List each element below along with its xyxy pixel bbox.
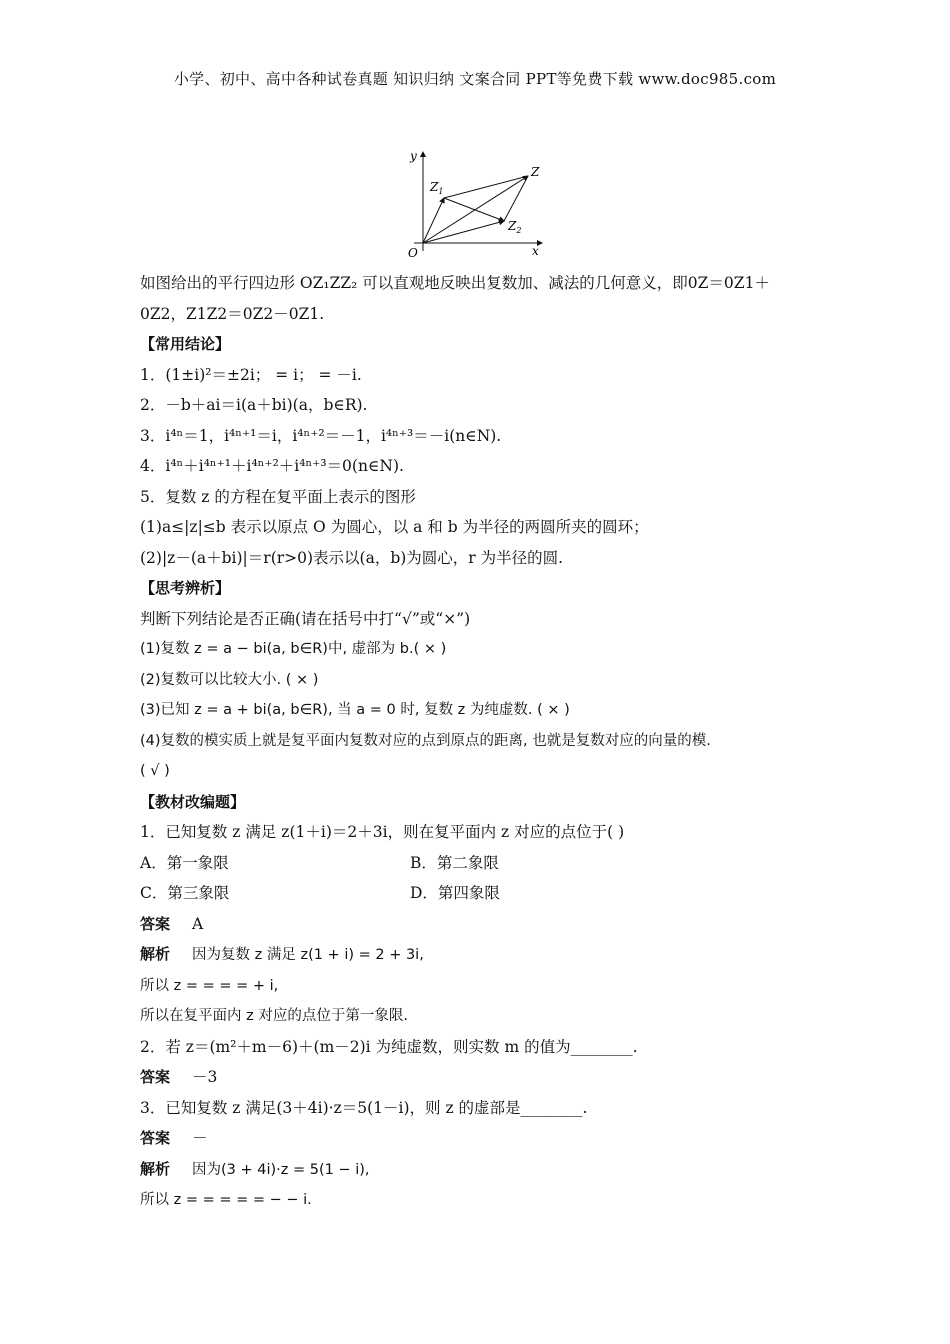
z-label: Z [531,165,540,179]
x-label: x [532,244,539,258]
side-z1z [444,176,528,198]
intro-line-2: 0Z2，Z1Z2＝0Z2－0Z1. [140,304,325,323]
section-title-conclusions: 【常用结论】 [140,335,231,353]
parallelogram-figure [400,146,550,262]
question-2-stem: 2．若 z＝(m²＋m－6)＋(m－2)i 为纯虚数，则实数 m 的值为________. [140,1037,638,1056]
conclusion-item: (2)|z－(a＋bi)|＝r(r>0)表示以(a，b)为圆心，r 为半径的圆. [140,548,564,567]
question-3-analysis-line-2: 所以 z = = = = = − − i. [140,1192,312,1208]
answer-label: 答案 [140,914,171,933]
option-c: C．第三象限 [140,884,230,902]
question-1-options-row-2 [140,878,820,909]
y-label: y [410,149,417,163]
main-content [140,268,820,1216]
analysis-text: 因为(3 + 4i)·z = 5(1 − i), [192,1161,370,1178]
question-1-analysis [140,939,820,971]
thinking-item: (3)已知 z = a + bi(a, b∈R), 当 a = 0 时, 复数 z 为纯虚数. ( × ) [140,702,570,718]
analysis-label: 解析 [140,1159,171,1178]
option-d: D．第四象限 [410,884,500,902]
thinking-item: (1)复数 z = a − bi(a, b∈R)中, 虚部为 b.( × ) [140,641,447,657]
intro-line-1: 如图给出的平行四边形 OZ₁ZZ₂ 可以直观地反映出复数加、减法的几何意义，即0Z＝0Z1＋ [140,274,770,292]
option-b: B．第二象限 [410,853,499,872]
answer-value: － [192,1129,208,1147]
question-3-stem: 3．已知复数 z 满足(3＋4i)·z＝5(1－i)，则 z 的虚部是________. [140,1098,588,1117]
origin-label: O [408,246,418,260]
analysis-text: 因为复数 z 满足 z(1 + i) = 2 + 3i, [192,947,424,963]
thinking-intro: 判断下列结论是否正确(请在括号中打“√”或“×”) [140,609,471,628]
option-a: A．第一象限 [140,853,229,872]
page-header: 小学、初中、高中各种试卷真题 知识归纳 文案合同 PPT等免费下载 www.doc985.com [173,70,777,88]
answer-label: 答案 [140,1068,171,1086]
side-z2z [504,176,528,221]
answer-value: A [192,914,204,933]
question-1-answer [140,909,820,940]
conclusion-item: 4．i⁴ⁿ＋i⁴ⁿ⁺¹＋i⁴ⁿ⁺²＋i⁴ⁿ⁺³＝0(n∈N). [140,457,404,475]
section-title-thinking: 【思考辨析】 [140,579,231,597]
analysis-label: 解析 [140,945,171,963]
question-1-options-row-1 [140,848,820,879]
thinking-item: (4)复数的模实质上就是复平面内复数对应的点到原点的距离, 也就是复数对应的向量的模. [140,732,711,749]
question-2-answer [140,1062,820,1093]
vector-oz2 [423,221,504,243]
answer-value: －3 [192,1068,218,1086]
z2-label: $Z_2$ [508,219,522,235]
question-1-stem: 1．已知复数 z 满足 z(1＋i)＝2＋3i，则在复平面内 z 对应的点位于( ) [140,823,625,841]
section-title-textbook: 【教材改编题】 [140,792,246,811]
conclusion-item: 2．－b＋ai＝i(a＋bi)(a，b∈R). [140,396,368,414]
thinking-item: ( √ ) [140,763,170,779]
z1-label: $Z_1$ [430,180,444,196]
question-1-analysis-line-3: 所以在复平面内 z 对应的点位于第一象限. [140,1008,408,1024]
question-3-analysis [140,1154,820,1186]
conclusion-item: 1．(1±i)²＝±2i； = i； = －i. [140,365,362,384]
vector-z1z2 [444,198,504,221]
question-1-analysis-line-2: 所以 z = = = = + i, [140,977,279,994]
thinking-item: (2)复数可以比较大小. ( × ) [140,671,319,688]
conclusion-item: (1)a≤|z|≤b 表示以原点 O 为圆心，以 a 和 b 为半径的两圆所夹的圆环； [140,518,649,536]
answer-label: 答案 [140,1129,171,1147]
question-3-answer [140,1123,820,1154]
conclusion-item: 3．i⁴ⁿ＝1，i⁴ⁿ⁺¹＝i，i⁴ⁿ⁺²＝－1，i⁴ⁿ⁺³＝－i(n∈N). [140,426,502,445]
conclusion-item: 5．复数 z 的方程在复平面上表示的图形 [140,487,416,506]
